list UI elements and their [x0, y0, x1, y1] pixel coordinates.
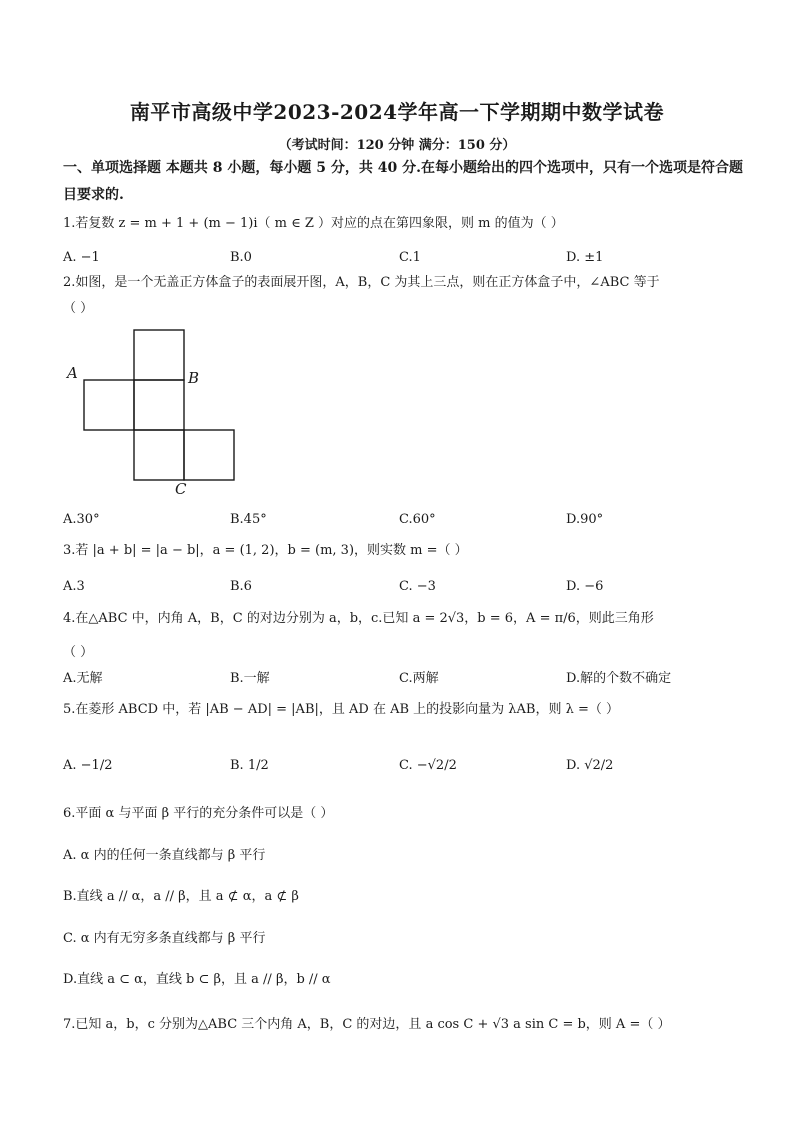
question-1-option-b: B.0 [230, 250, 252, 265]
question-1-option-c: C.1 [399, 250, 421, 265]
question-2-option-d: D.90° [566, 512, 604, 527]
page-title: 南平市高级中学2023-2024学年高一下学期期中数学试卷 [129, 100, 665, 124]
question-4-option-b: B.一解 [230, 671, 270, 686]
question-3-option-a: A.3 [63, 579, 85, 594]
question-6-stem: 6.平面 α 与平面 β 平行的充分条件可以是（ ） [63, 806, 334, 821]
point-b-label: B [188, 369, 200, 387]
question-6-option-a: A. α 内的任何一条直线都与 β 平行 [63, 848, 266, 863]
question-5-option-c: C. −√2/2 [399, 758, 457, 773]
question-6-option-d: D.直线 a ⊂ α，直线 b ⊂ β，且 a // β，b // α [63, 972, 331, 987]
question-4-stem-tail: （ ） [63, 645, 94, 660]
question-1-stem: 1.若复数 z = m + 1 + (m − 1)i（ m ∈ Z ）对应的点在第四象限，则 m 的值为（ ） [63, 216, 564, 231]
section-header: 一、单项选择题 本题共 8 小题，每小题 5 分，共 40 分.在每小题给出的四个选项中，只有一个选项是符合题目要求的. [63, 160, 743, 203]
question-5-option-b: B. 1/2 [230, 758, 269, 773]
question-2-option-c: C.60° [399, 512, 436, 527]
point-a-label: A [67, 364, 78, 382]
question-6-option-b: B.直线 a // α，a // β，且 a ⊄ α，a ⊄ β [63, 889, 299, 904]
question-3-option-d: D. −6 [566, 579, 604, 594]
question-6-option-c: C. α 内有无穷多条直线都与 β 平行 [63, 931, 266, 946]
question-1-option-a: A. −1 [63, 250, 100, 265]
question-4-stem: 4.在△ABC 中，内角 A，B，C 的对边分别为 a，b，c.已知 a = 2√3，b = 6，A = π/6，则此三角形 [63, 611, 654, 626]
question-2-stem-tail: （ ） [63, 301, 94, 316]
question-3-option-b: B.6 [230, 579, 252, 594]
question-3-stem: 3.若 |a + b| = |a − b|，a = (1, 2)，b = (m, 3)，则实数 m =（ ） [63, 543, 468, 558]
question-5-stem: 5.在菱形 ABCD 中，若 |AB − AD| = |AB|，且 AD 在 AB 上的投影向量为 λAB，则 λ =（ ） [63, 702, 620, 717]
question-5-option-d: D. √2/2 [566, 758, 614, 773]
question-1-option-d: D. ±1 [566, 250, 604, 265]
question-3-option-c: C. −3 [399, 579, 436, 594]
question-2-option-a: A.30° [63, 512, 100, 527]
point-c-label: C [175, 480, 187, 498]
exam-info: （考试时间：120 分钟 满分：150 分） [278, 138, 516, 153]
question-2-option-b: B.45° [230, 512, 267, 527]
question-4-option-a: A.无解 [63, 671, 103, 686]
question-5-option-a: A. −1/2 [63, 758, 113, 773]
question-2-stem: 2.如图，是一个无盖正方体盒子的表面展开图，A，B，C 为其上三点，则在正方体盒子中，∠ABC 等于 [63, 275, 660, 290]
question-7-stem: 7.已知 a，b，c 分别为△ABC 三个内角 A，B，C 的对边，且 a cos C + √3 a sin C = b，则 A =（ ） [63, 1017, 671, 1032]
question-4-option-c: C.两解 [399, 671, 439, 686]
question-4-option-d: D.解的个数不确定 [566, 671, 672, 686]
